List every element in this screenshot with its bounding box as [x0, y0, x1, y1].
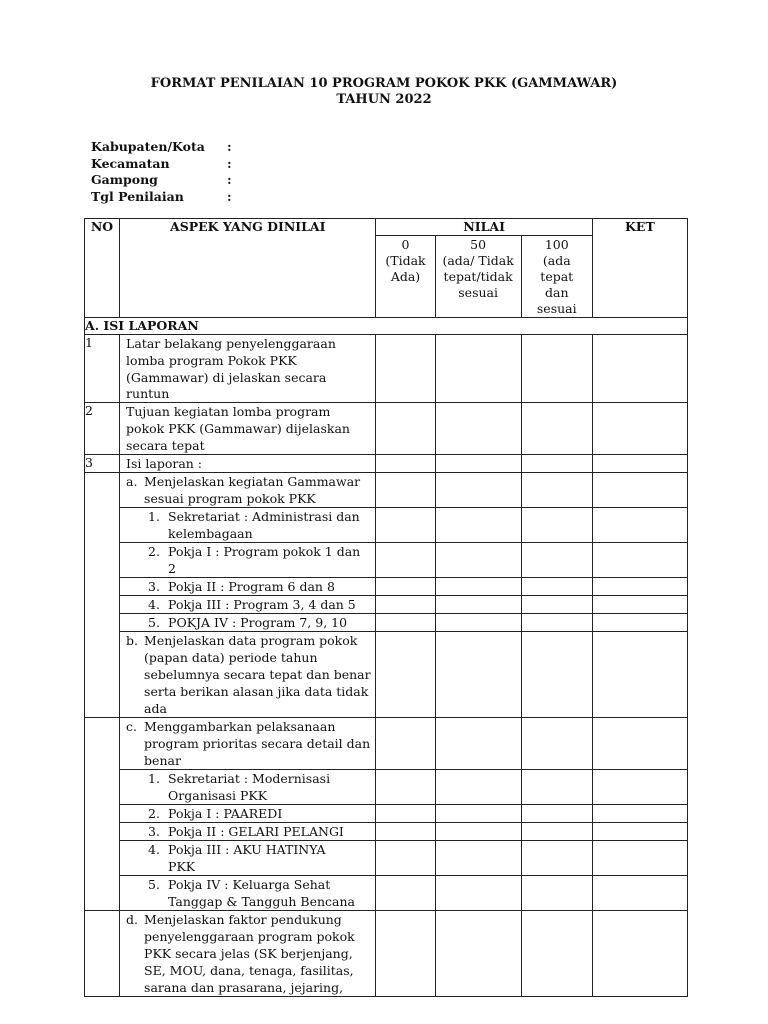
table-row: [85, 841, 688, 876]
score-cell-0[interactable]: [376, 403, 435, 455]
table-row: [85, 596, 688, 614]
score-cell-0[interactable]: [376, 335, 435, 403]
field-kecamatan: Kecamatan :: [91, 155, 232, 171]
document-title: FORMAT PENILAIAN 10 PROGRAM POKOK PKK (GAMMAWAR): [150, 76, 618, 91]
score-cell-100[interactable]: [521, 335, 592, 403]
section-isi-laporan: A. ISI LAPORAN: [85, 318, 688, 335]
score-cell-100[interactable]: [521, 543, 592, 578]
row-aspek: 1. Sekretariat : Modernisasi Organisasi PKK: [120, 770, 376, 805]
score-cell-50[interactable]: [435, 911, 521, 997]
row-aspek: 4. Pokja III : Program 3, 4 dan 5: [120, 596, 376, 614]
ket-cell[interactable]: [592, 455, 687, 473]
table-row: [85, 770, 688, 805]
score-cell-0[interactable]: [376, 508, 435, 543]
row-aspek: a. Menjelaskan kegiatan Gammawar sesuai program pokok PKK: [120, 473, 376, 508]
score-cell-0[interactable]: [376, 718, 435, 770]
score-cell-100[interactable]: [521, 805, 592, 823]
row-aspek: Latar belakang penyelenggaraan lomba program Pokok PKK (Gammawar) di jelaskan secara runtun: [120, 335, 376, 403]
score-cell-50[interactable]: [435, 841, 521, 876]
score-cell-100[interactable]: [521, 632, 592, 718]
header-nilai-0: 0 (Tidak Ada): [376, 236, 435, 318]
assessment-table: [84, 218, 688, 997]
score-cell-0[interactable]: [376, 614, 435, 632]
score-cell-100[interactable]: [521, 823, 592, 841]
score-cell-100[interactable]: [521, 614, 592, 632]
score-cell-0[interactable]: [376, 632, 435, 718]
ket-cell[interactable]: [592, 805, 687, 823]
row-aspek: 3. Pokja II : Program 6 dan 8: [120, 578, 376, 596]
table-row: [85, 718, 688, 770]
row-aspek: c. Menggambarkan pelaksanaan program prioritas secara detail dan benar: [120, 718, 376, 770]
score-cell-0[interactable]: [376, 805, 435, 823]
row-aspek: 2. Pokja I : Program pokok 1 dan 2: [120, 543, 376, 578]
score-cell-50[interactable]: [435, 596, 521, 614]
score-cell-50[interactable]: [435, 614, 521, 632]
score-cell-100[interactable]: [521, 911, 592, 997]
ket-cell[interactable]: [592, 543, 687, 578]
ket-cell[interactable]: [592, 403, 687, 455]
header-ket: KET: [592, 219, 687, 318]
score-cell-0[interactable]: [376, 596, 435, 614]
table-row: [85, 455, 688, 473]
ket-cell[interactable]: [592, 508, 687, 543]
score-cell-0[interactable]: [376, 543, 435, 578]
ket-cell[interactable]: [592, 718, 687, 770]
header-no: NO: [85, 219, 120, 318]
row-number: 3: [85, 455, 120, 473]
field-tgl-penilaian: Tgl Penilaian :: [91, 188, 232, 204]
table-row: [85, 403, 688, 455]
ket-cell[interactable]: [592, 614, 687, 632]
score-cell-0[interactable]: [376, 473, 435, 508]
score-cell-100[interactable]: [521, 596, 592, 614]
score-cell-50[interactable]: [435, 455, 521, 473]
score-cell-50[interactable]: [435, 876, 521, 911]
ket-cell[interactable]: [592, 335, 687, 403]
ket-cell[interactable]: [592, 473, 687, 508]
row-aspek: 1. Sekretariat : Administrasi dan kelembagaan: [120, 508, 376, 543]
score-cell-0[interactable]: [376, 876, 435, 911]
row-number: 1: [85, 335, 120, 403]
row-aspek: 2. Pokja I : PAAREDI: [120, 805, 376, 823]
row-aspek: b. Menjelaskan data program pokok (papan data) periode tahun sebelumnya secara tepat dan benar serta berikan alasan jika data tidak ada: [120, 632, 376, 718]
row-aspek: Isi laporan :: [120, 455, 376, 473]
ket-cell[interactable]: [592, 596, 687, 614]
table-row: [85, 632, 688, 718]
row-number: 2: [85, 403, 120, 455]
table-row: [85, 805, 688, 823]
table-row: [85, 508, 688, 543]
score-cell-50[interactable]: [435, 403, 521, 455]
field-kabupaten: Kabupaten/Kota :: [91, 139, 232, 154]
row-aspek: 4. Pokja III : AKU HATINYA PKK: [120, 841, 376, 876]
ket-cell[interactable]: [592, 876, 687, 911]
score-cell-50[interactable]: [435, 718, 521, 770]
header-nilai-50: 50 (ada/ Tidak tepat/tidak sesuai: [435, 236, 521, 318]
header-nilai: NILAI: [376, 219, 592, 236]
score-cell-50[interactable]: [435, 578, 521, 596]
ket-cell[interactable]: [592, 911, 687, 997]
row-aspek: d. Menjelaskan faktor pendukung penyelenggaraan program pokok PKK secara jelas (SK berjenjang, SE, MOU, dana, tenaga, fasilitas, sarana dan prasarana, jejaring,: [120, 911, 376, 997]
header-aspek: ASPEK YANG DINILAI: [120, 219, 376, 318]
table-row: [85, 473, 688, 508]
ket-cell[interactable]: [592, 823, 687, 841]
score-cell-50[interactable]: [435, 335, 521, 403]
row-number-empty: [85, 473, 120, 718]
score-cell-100[interactable]: [521, 455, 592, 473]
score-cell-0[interactable]: [376, 911, 435, 997]
table-row: [85, 876, 688, 911]
score-cell-100[interactable]: [521, 770, 592, 805]
document-year: TAHUN 2022: [336, 92, 432, 107]
score-cell-100[interactable]: [521, 876, 592, 911]
score-cell-100[interactable]: [521, 508, 592, 543]
score-cell-100[interactable]: [521, 403, 592, 455]
row-aspek: Tujuan kegiatan lomba program pokok PKK (Gammawar) dijelaskan secara tepat: [120, 403, 376, 455]
table-row: [85, 823, 688, 841]
identity-fields: [91, 139, 232, 205]
score-cell-100[interactable]: [521, 578, 592, 596]
score-cell-100[interactable]: [521, 473, 592, 508]
ket-cell[interactable]: [592, 770, 687, 805]
score-cell-0[interactable]: [376, 455, 435, 473]
row-aspek: 3. Pokja II : GELARI PELANGI: [120, 823, 376, 841]
score-cell-100[interactable]: [521, 841, 592, 876]
table-row: [85, 911, 688, 997]
score-cell-50[interactable]: [435, 543, 521, 578]
score-cell-0[interactable]: [376, 841, 435, 876]
score-cell-0[interactable]: [376, 823, 435, 841]
table-row: [85, 578, 688, 596]
score-cell-50[interactable]: [435, 805, 521, 823]
score-cell-50[interactable]: [435, 473, 521, 508]
ket-cell[interactable]: [592, 841, 687, 876]
table-row: [85, 614, 688, 632]
score-cell-50[interactable]: [435, 632, 521, 718]
ket-cell[interactable]: [592, 632, 687, 718]
score-cell-100[interactable]: [521, 718, 592, 770]
score-cell-50[interactable]: [435, 770, 521, 805]
row-aspek: 5. Pokja IV : Keluarga Sehat Tanggap & Tangguh Bencana: [120, 876, 376, 911]
section-row: [85, 318, 688, 335]
score-cell-50[interactable]: [435, 823, 521, 841]
table-row: [85, 335, 688, 403]
score-cell-50[interactable]: [435, 508, 521, 543]
score-cell-0[interactable]: [376, 578, 435, 596]
row-aspek: 5. POKJA IV : Program 7, 9, 10: [120, 614, 376, 632]
row-number-empty: [85, 718, 120, 911]
table-row: [85, 543, 688, 578]
field-gampong: Gampong :: [91, 172, 232, 187]
score-cell-0[interactable]: [376, 770, 435, 805]
ket-cell[interactable]: [592, 578, 687, 596]
row-number-empty: [85, 911, 120, 997]
header-nilai-100: 100 (ada tepat dan sesuai: [521, 236, 592, 318]
